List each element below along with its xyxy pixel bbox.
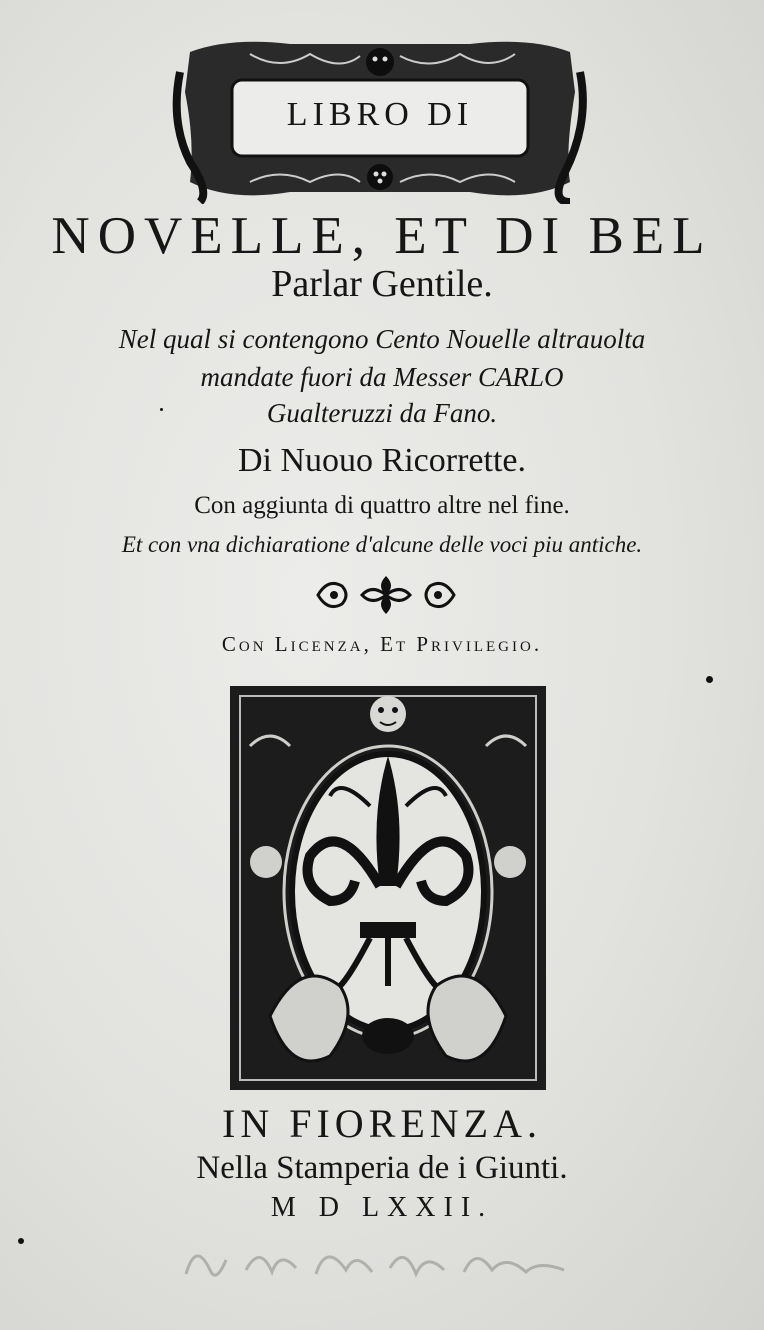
license-line: Con Licenza, Et Privilegio. <box>221 632 543 656</box>
title-line-2: Parlar Gentile. <box>271 263 493 305</box>
ink-speck <box>160 408 163 411</box>
ink-speck <box>18 1238 24 1244</box>
ink-speck <box>706 676 713 683</box>
cartouche-title: LIBRO DI <box>286 96 474 133</box>
description-line-3: Gualteruzzi da Fano. <box>266 398 498 428</box>
imprint-printer: Nella Stamperia de i Giunti. <box>196 1150 568 1186</box>
subtitle: Di Nuouo Ricorrette. <box>238 442 526 479</box>
imprint-year: M D LXXII. <box>270 1192 494 1223</box>
ownership-signature <box>176 1230 576 1294</box>
declaration-note: Et con vna dichiaratione d'alcune delle voci piu antiche. <box>121 532 643 557</box>
title-line-1: NOVELLE, ET DI BEL <box>51 207 713 265</box>
fleuron-ornament <box>314 572 458 618</box>
description-line-1: Nel qual si contengono Cento Nouelle altrauolta <box>118 324 646 354</box>
addition-note: Con aggiunta di quattro altre nel fine. <box>194 492 570 519</box>
description-line-2: mandate fuori da Messer CARLO <box>200 362 564 392</box>
printers-device-woodcut <box>230 686 546 1090</box>
imprint-city: IN FIORENZA. <box>222 1101 542 1146</box>
